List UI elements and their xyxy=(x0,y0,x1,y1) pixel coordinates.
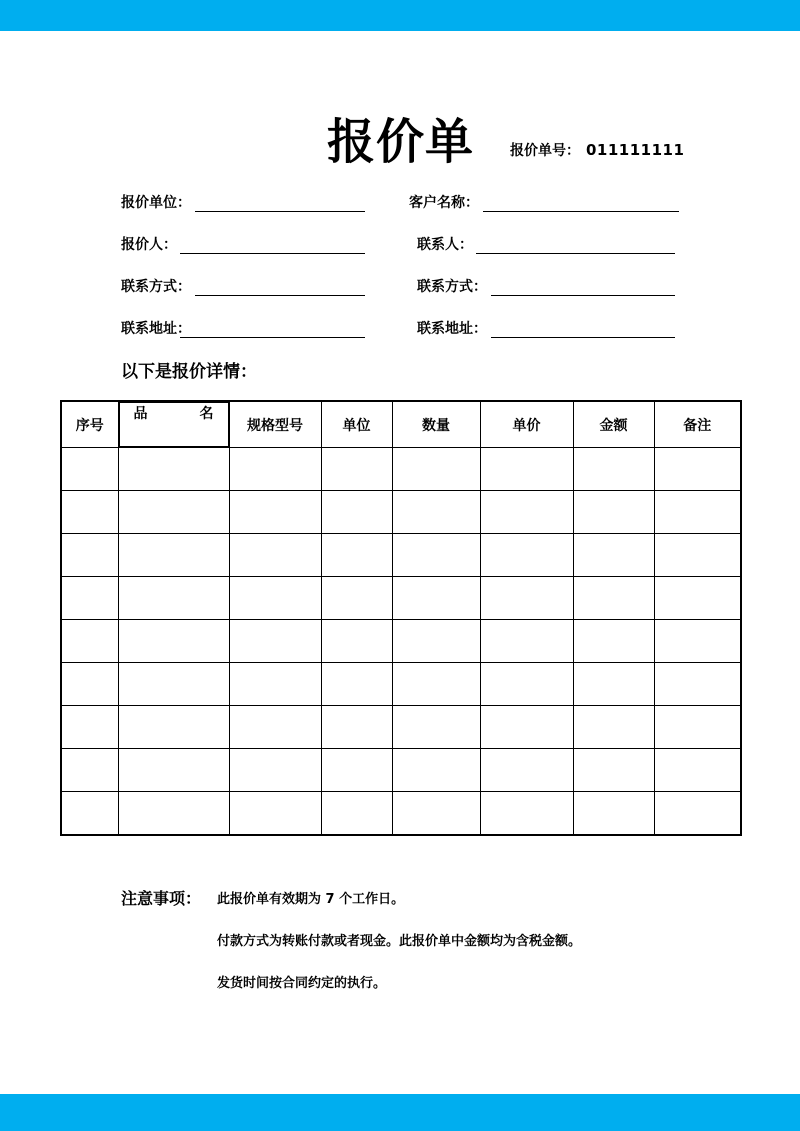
table-cell[interactable] xyxy=(321,620,392,663)
table-header-row xyxy=(61,401,741,448)
table-cell[interactable] xyxy=(573,792,654,836)
table-row xyxy=(61,577,741,620)
field-label: 联系地址： xyxy=(121,321,191,337)
table-cell[interactable] xyxy=(573,620,654,663)
col-header-product-name xyxy=(119,402,229,447)
field-label: 客户名称： xyxy=(409,195,479,211)
table-cell[interactable] xyxy=(573,749,654,792)
col-header-unit-price: 单价 xyxy=(480,401,573,448)
table-cell[interactable] xyxy=(573,706,654,749)
table-cell[interactable] xyxy=(573,448,654,491)
table-cell[interactable] xyxy=(229,491,321,534)
table-cell[interactable] xyxy=(61,706,118,749)
table-cell[interactable] xyxy=(654,577,741,620)
field-underline[interactable] xyxy=(195,295,365,296)
table-cell[interactable] xyxy=(392,448,480,491)
table-cell[interactable] xyxy=(392,620,480,663)
field-contact-method-right xyxy=(417,277,487,297)
table-cell[interactable] xyxy=(654,620,741,663)
bottom-accent-bar xyxy=(0,1094,800,1131)
table-cell[interactable] xyxy=(480,792,573,836)
document-title: 报价单 xyxy=(327,114,475,170)
table-cell[interactable] xyxy=(654,448,741,491)
note-item: 发货时间按合同约定的执行。 xyxy=(217,976,387,991)
table-cell[interactable] xyxy=(61,749,118,792)
table-cell[interactable] xyxy=(61,577,118,620)
field-label: 联系地址： xyxy=(417,321,487,337)
col-header-remarks: 备注 xyxy=(654,401,741,448)
table-cell[interactable] xyxy=(480,749,573,792)
col-header-spec: 规格型号 xyxy=(229,401,321,448)
table-cell[interactable] xyxy=(480,448,573,491)
table-cell[interactable] xyxy=(480,706,573,749)
table-cell[interactable] xyxy=(480,491,573,534)
table-cell[interactable] xyxy=(573,663,654,706)
table-cell[interactable] xyxy=(61,792,118,836)
table-cell[interactable] xyxy=(118,792,229,836)
table-cell[interactable] xyxy=(392,577,480,620)
table-cell[interactable] xyxy=(229,620,321,663)
field-label: 联系方式： xyxy=(121,279,191,295)
field-underline[interactable] xyxy=(476,253,675,254)
table-row xyxy=(61,534,741,577)
details-section-title: 以下是报价详情： xyxy=(121,362,257,382)
col-header-quantity: 数量 xyxy=(392,401,480,448)
table-row xyxy=(61,491,741,534)
table-cell[interactable] xyxy=(118,663,229,706)
col-header-amount: 金额 xyxy=(573,401,654,448)
field-label: 报价单位： xyxy=(121,195,191,211)
field-contact-person xyxy=(417,235,473,255)
field-underline[interactable] xyxy=(195,211,365,212)
field-label: 联系方式： xyxy=(417,279,487,295)
table-cell[interactable] xyxy=(229,706,321,749)
table-cell[interactable] xyxy=(392,792,480,836)
table-cell[interactable] xyxy=(654,749,741,792)
table-cell[interactable] xyxy=(654,491,741,534)
field-underline[interactable] xyxy=(483,211,679,212)
table-cell[interactable] xyxy=(321,577,392,620)
table-cell[interactable] xyxy=(321,663,392,706)
table-cell[interactable] xyxy=(118,534,229,577)
table-cell[interactable] xyxy=(61,448,118,491)
note-item: 付款方式为转账付款或者现金。此报价单中金额均为含税金额。 xyxy=(217,934,582,949)
field-underline[interactable] xyxy=(491,337,675,338)
quote-number-label: 报价单号： xyxy=(510,143,580,159)
table-cell[interactable] xyxy=(654,663,741,706)
table-cell[interactable] xyxy=(61,620,118,663)
table-cell[interactable] xyxy=(573,577,654,620)
col-header-product-char1: 品 xyxy=(133,406,148,422)
table-cell[interactable] xyxy=(573,491,654,534)
table-cell[interactable] xyxy=(480,663,573,706)
table-cell[interactable] xyxy=(321,491,392,534)
field-quote-unit xyxy=(121,193,191,213)
col-header-product-char2: 名 xyxy=(199,406,214,422)
col-header-index: 序号 xyxy=(61,401,118,448)
table-cell[interactable] xyxy=(654,792,741,836)
table-cell[interactable] xyxy=(118,749,229,792)
field-contact-address-right xyxy=(417,319,487,339)
table-cell[interactable] xyxy=(573,534,654,577)
top-accent-bar xyxy=(0,0,800,31)
table-cell[interactable] xyxy=(229,792,321,836)
quote-table xyxy=(60,400,742,836)
field-label: 联系人： xyxy=(417,237,473,253)
table-cell[interactable] xyxy=(61,534,118,577)
table-cell[interactable] xyxy=(654,706,741,749)
field-contact-address-left xyxy=(121,319,191,339)
table-cell[interactable] xyxy=(654,534,741,577)
table-cell[interactable] xyxy=(392,706,480,749)
field-underline[interactable] xyxy=(180,253,365,254)
table-cell[interactable] xyxy=(321,792,392,836)
field-contact-method-left xyxy=(121,277,191,297)
table-cell[interactable] xyxy=(229,534,321,577)
table-row xyxy=(61,448,741,491)
table-cell[interactable] xyxy=(321,706,392,749)
table-row xyxy=(61,706,741,749)
field-label: 报价人： xyxy=(121,237,177,253)
field-customer-name xyxy=(409,193,479,213)
table-cell[interactable] xyxy=(118,620,229,663)
table-cell[interactable] xyxy=(118,448,229,491)
col-header-unit: 单位 xyxy=(321,401,392,448)
table-cell[interactable] xyxy=(118,577,229,620)
table-cell[interactable] xyxy=(229,749,321,792)
table-cell[interactable] xyxy=(321,534,392,577)
notes-label: 注意事项： xyxy=(121,889,202,908)
field-quoter xyxy=(121,235,177,255)
table-cell[interactable] xyxy=(61,491,118,534)
table-cell[interactable] xyxy=(61,663,118,706)
quote-number-value: 011111111 xyxy=(586,141,685,159)
table-cell[interactable] xyxy=(480,534,573,577)
table-cell[interactable] xyxy=(392,491,480,534)
table-cell[interactable] xyxy=(321,448,392,491)
table-cell[interactable] xyxy=(118,706,229,749)
table-cell[interactable] xyxy=(480,577,573,620)
field-underline[interactable] xyxy=(491,295,675,296)
quote-number xyxy=(510,140,684,161)
table-cell[interactable] xyxy=(392,663,480,706)
note-item: 此报价单有效期为 7 个工作日。 xyxy=(217,892,405,907)
table-cell[interactable] xyxy=(229,448,321,491)
table-cell[interactable] xyxy=(118,491,229,534)
table-cell[interactable] xyxy=(480,620,573,663)
table-cell[interactable] xyxy=(229,577,321,620)
table-row xyxy=(61,792,741,836)
table-row xyxy=(61,663,741,706)
table-cell[interactable] xyxy=(229,663,321,706)
table-cell[interactable] xyxy=(321,749,392,792)
table-row xyxy=(61,749,741,792)
table-cell[interactable] xyxy=(392,534,480,577)
field-underline[interactable] xyxy=(180,337,365,338)
table-cell[interactable] xyxy=(392,749,480,792)
table-row xyxy=(61,620,741,663)
